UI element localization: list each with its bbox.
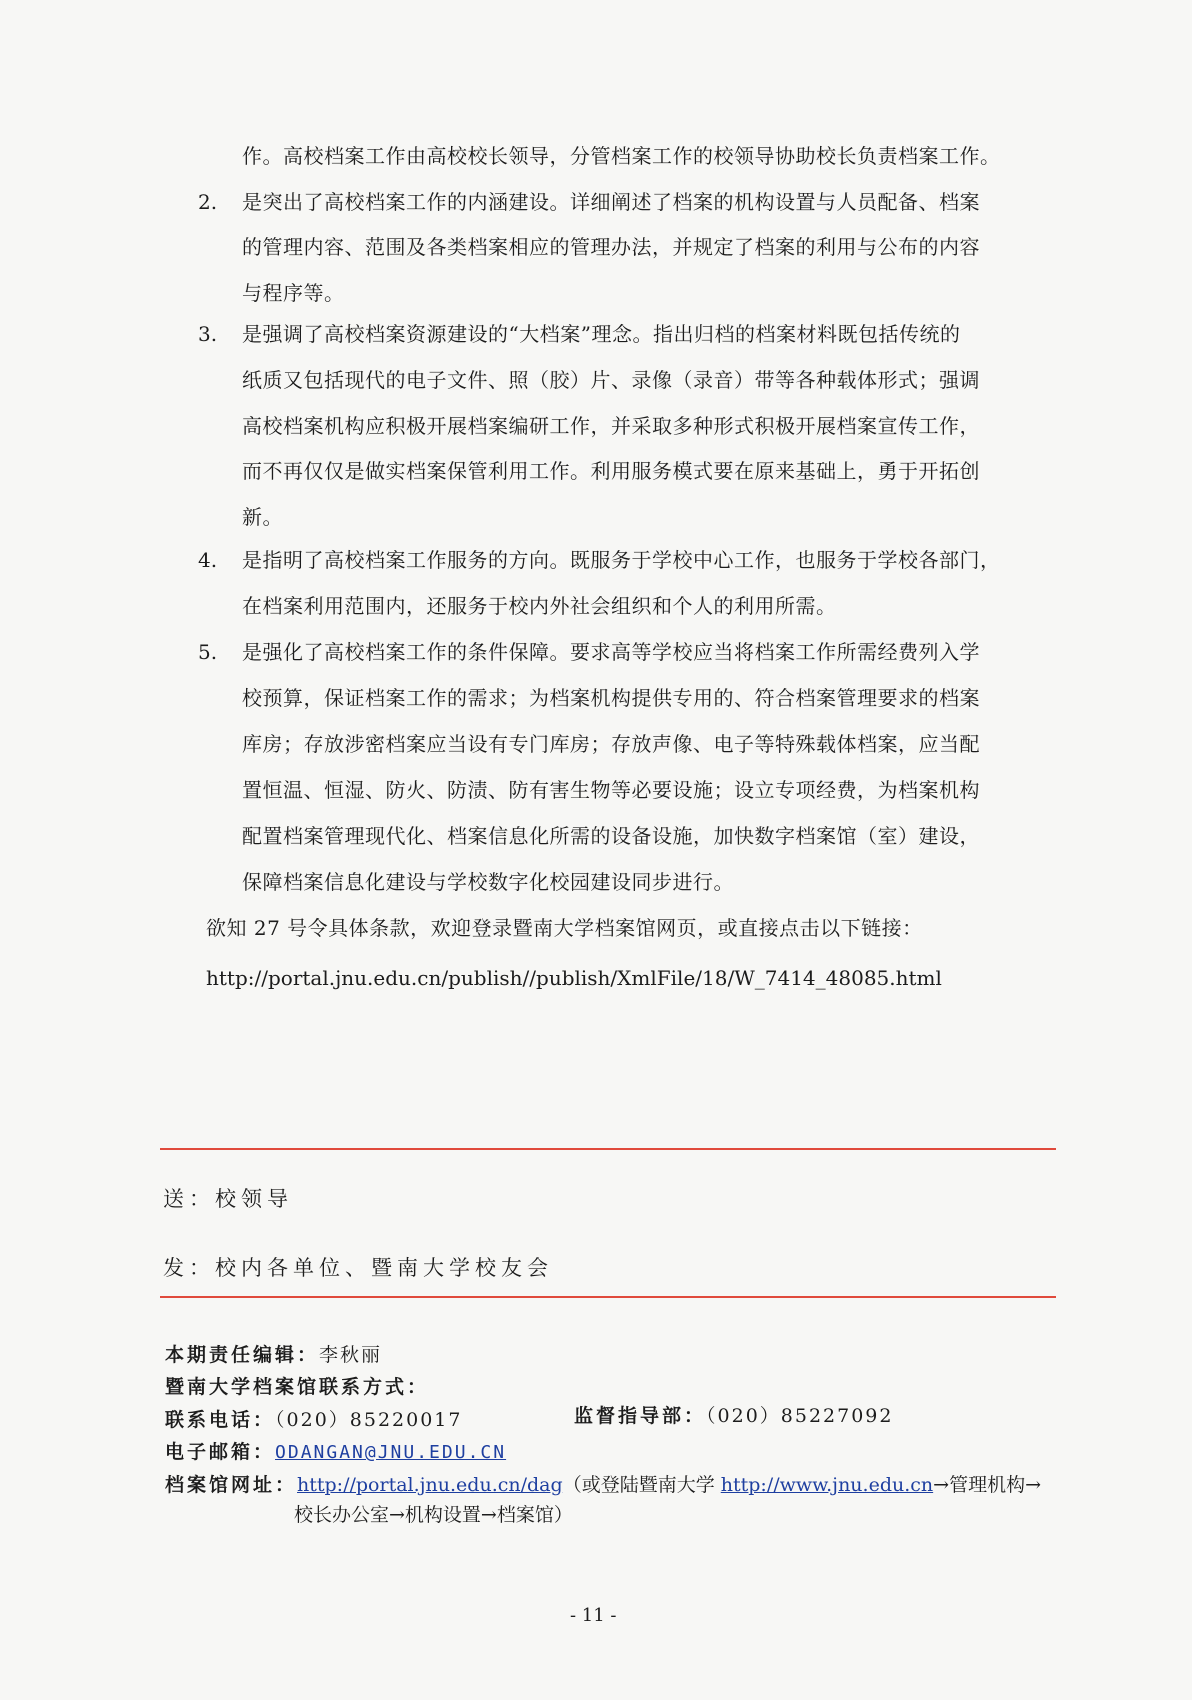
body-line: 作。高校档案工作由高校校长领导，分管档案工作的校领导协助校长负责档案工作。 [242,144,1001,168]
phone-label: 联系电话： [165,1409,276,1431]
body-line: 的管理内容、范围及各类档案相应的管理办法，并规定了档案的利用与公布的内容 [242,235,980,259]
body-line: 库房；存放涉密档案应当设有专门库房；存放声像、电子等特殊载体档案，应当配 [242,732,980,756]
body-line: 纸质又包括现代的电子文件、照（胶）片、录像（录音）带等各种载体形式；强调 [242,368,980,392]
body-line: 校预算，保证档案工作的需求；为档案机构提供专用的、符合档案管理要求的档案 [242,686,980,710]
send-to: 送：校领导 [163,1187,293,1211]
body-line: 是突出了高校档案工作的内涵建设。详细阐述了档案的机构设置与人员配备、档案 [242,190,980,214]
site-alt-path: →管理机构→ [933,1474,1041,1496]
body-line: 是强化了高校档案工作的条件保障。要求高等学校应当将档案工作所需经费列入学 [242,640,980,664]
editor-name: 李秋丽 [319,1344,383,1366]
body-line: 是强调了高校档案资源建设的“大档案”理念。指出归档的档案材料既包括传统的 [242,322,961,346]
body-line: 高校档案机构应积极开展档案编研工作，并采取多种形式积极开展档案宣传工作， [242,414,980,438]
body-line: 是指明了高校档案工作服务的方向。既服务于学校中心工作，也服务于学校各部门， [242,548,1001,572]
jnu-home-link[interactable]: http://www.jnu.edu.cn [720,1474,934,1496]
editor-row [165,1341,382,1369]
item-number: 2. [198,190,218,214]
editor-label: 本期责任编辑： [165,1344,320,1366]
site-alt-prefix: （或登陆暨南大学 [562,1474,721,1496]
body-line: 配置档案管理现代化、档案信息化所需的设备设施，加快数字档案馆（室）建设， [242,824,980,848]
website-row [165,1471,1041,1499]
phone-row [165,1406,463,1434]
item-number: 3. [198,322,218,346]
site-alt-path-cont: 校长办公室→机构设置→档案馆） [294,1504,573,1526]
issue-to: 发：校内各单位、暨南大学校友会 [163,1256,553,1280]
red-divider-bottom [160,1296,1056,1298]
email-label: 电子邮箱： [165,1441,276,1463]
item-number: 4. [198,548,218,572]
body-line: 而不再仅仅是做实档案保管利用工作。利用服务模式要在原来基础上，勇于开拓创 [242,459,980,483]
contact-title-text: 暨南大学档案馆联系方式： [165,1376,430,1398]
email-row [165,1438,506,1467]
body-line: 与程序等。 [242,281,345,305]
contact-title [165,1373,429,1401]
red-divider-top [160,1148,1056,1150]
website-path-row [294,1501,573,1529]
supervision-label: 监督指导部： [574,1405,707,1427]
body-line: 置恒温、恒湿、防火、防渍、防有害生物等必要设施；设立专项经费，为档案机构 [242,778,980,802]
closing-text: 欲知 27 号令具体条款，欢迎登录暨南大学档案馆网页，或直接点击以下链接： [206,916,923,940]
body-line: 新。 [242,505,283,529]
item-number: 5. [198,640,218,664]
supervision-value: （020）85227092 [706,1405,894,1427]
site-label: 档案馆网址： [165,1474,298,1496]
supervision-row [574,1402,894,1430]
body-line: 在档案利用范围内，还服务于校内外社会组织和个人的利用所需。 [242,594,837,618]
phone-value: （020）85220017 [275,1409,463,1431]
regulation-link[interactable]: http://portal.jnu.edu.cn/publish//publish/XmlFile/18/W_7414_48085.html [206,966,942,990]
email-link[interactable]: ODANGAN@JNU.EDU.CN [275,1442,507,1463]
site-link[interactable]: http://portal.jnu.edu.cn/dag [297,1474,563,1496]
page-number: - 11 - [570,1605,617,1626]
body-line: 保障档案信息化建设与学校数字化校园建设同步进行。 [242,870,734,894]
